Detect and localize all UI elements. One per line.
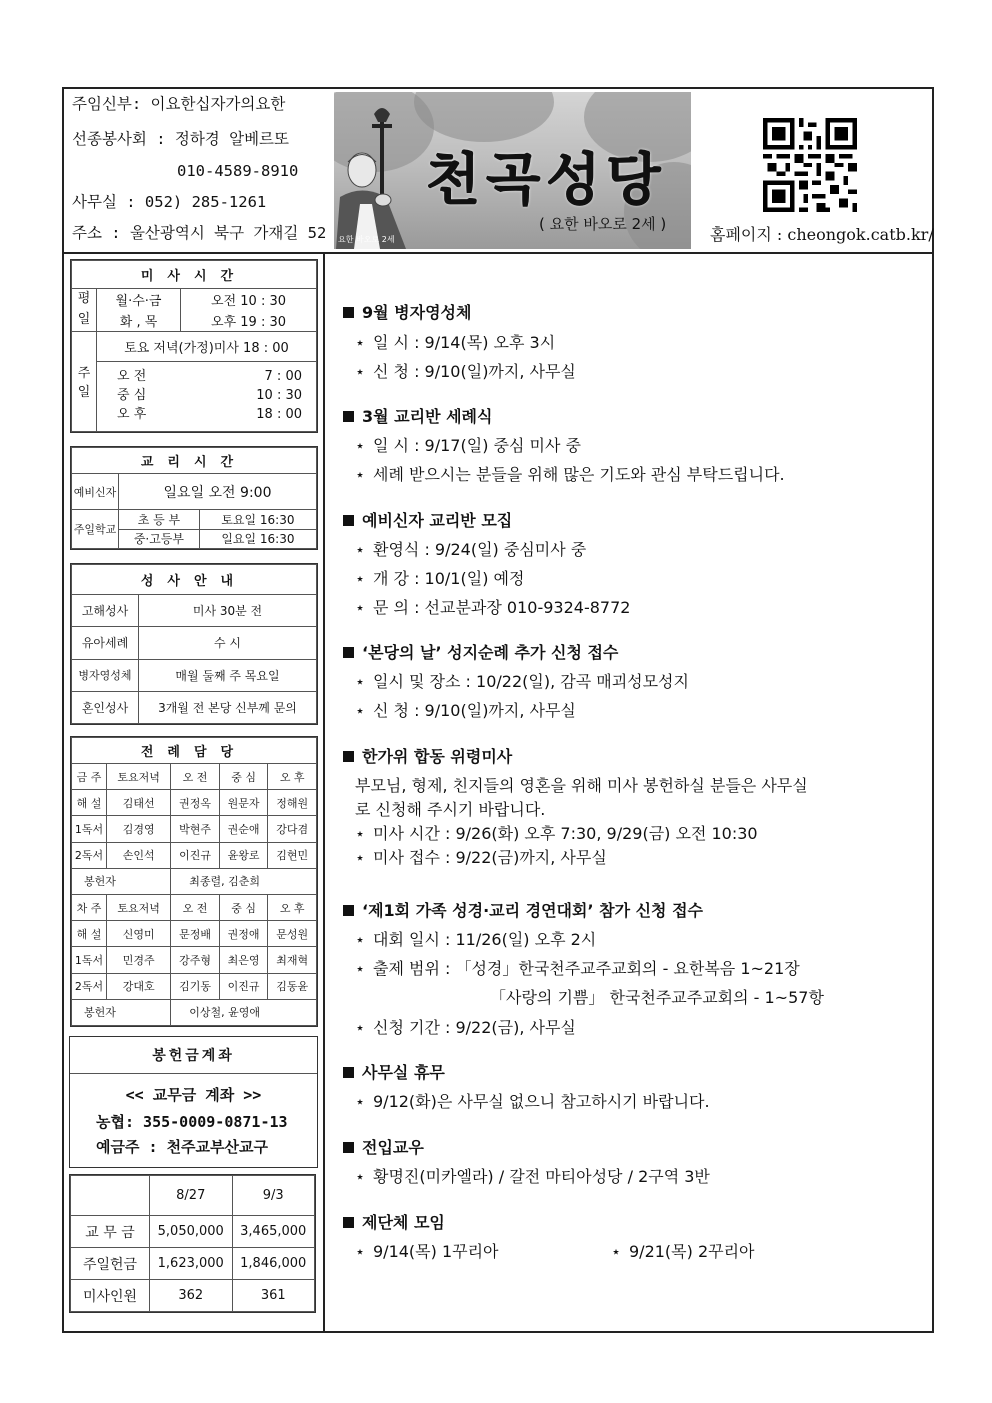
sacrament-name: 유아세례 bbox=[72, 627, 139, 659]
sunday-label: 주일 bbox=[72, 331, 97, 431]
liturgy-role: 해 설 bbox=[72, 790, 107, 816]
homepage-link[interactable]: 홈페이지 : cheongok.catb.kr/ bbox=[710, 225, 934, 244]
bank-account: 농협: 355-0009-0871-13 bbox=[96, 1113, 288, 1131]
catechumen-time: 일요일 오전 9:00 bbox=[119, 474, 317, 510]
star-bullet-icon: ⋆ bbox=[355, 1092, 366, 1111]
liturgy-person: 최재혁 bbox=[268, 947, 317, 973]
notice-item: ⋆ 일 시 : 9/14(목) 오후 3시 bbox=[355, 333, 556, 352]
bullet-square-icon bbox=[343, 1142, 354, 1153]
school-time: 토요일 16:30 bbox=[199, 510, 316, 530]
liturgy-person: 김동윤 bbox=[268, 973, 317, 999]
liturgy-person: 김태선 bbox=[107, 790, 171, 816]
weekday-row-time: 오전 10 : 30 bbox=[181, 289, 317, 310]
liturgy-role: 2독서 bbox=[72, 842, 107, 868]
sunday-mass-time: 10 : 30 bbox=[256, 387, 302, 403]
liturgy-person: 김경영 bbox=[107, 816, 171, 842]
star-bullet-icon: ⋆ bbox=[355, 333, 366, 352]
finance-corner bbox=[71, 1176, 150, 1216]
liturgy-person: 강대호 bbox=[107, 973, 171, 999]
header-divider bbox=[62, 252, 934, 254]
weekday-label: 평일 bbox=[72, 289, 97, 332]
star-bullet-icon: ⋆ bbox=[355, 1167, 366, 1186]
liturgy-header-cell: 오 후 bbox=[268, 764, 317, 790]
mass-times-title: 미사시간 bbox=[72, 261, 317, 289]
liturgy-person: 손인석 bbox=[107, 842, 171, 868]
liturgy-person: 민경주 bbox=[107, 947, 171, 973]
sacraments-box bbox=[70, 563, 318, 725]
sunday-mass-time: 18 : 00 bbox=[256, 406, 302, 422]
notice-title: 3월 교리반 세례식 bbox=[343, 404, 492, 427]
sacraments-title: 성사안내 bbox=[72, 565, 317, 595]
notice-title: 한가위 합동 위령미사 bbox=[343, 744, 512, 767]
qr-code-icon[interactable] bbox=[763, 118, 857, 212]
finance-label: 교 무 금 bbox=[71, 1216, 150, 1248]
finance-label: 주일헌금 bbox=[71, 1248, 150, 1280]
liturgy-header-cell: 금 주 bbox=[72, 764, 107, 790]
star-bullet-icon: ⋆ bbox=[355, 824, 366, 843]
star-bullet-icon: ⋆ bbox=[355, 959, 366, 978]
school-time: 일요일 16:30 bbox=[199, 529, 316, 549]
sunday-mass-name: 중 심 bbox=[117, 387, 147, 403]
sunday-mass-name: 오 전 bbox=[117, 369, 147, 385]
notice-body: 로 신청해 주시기 바랍니다. bbox=[355, 800, 546, 819]
star-bullet-icon: ⋆ bbox=[611, 1242, 622, 1261]
notice-item: ⋆ 대회 일시 : 11/26(일) 오후 2시 bbox=[355, 930, 597, 949]
council-phone: 010-4589-8910 bbox=[177, 162, 299, 180]
sunday-mass-time: 7 : 00 bbox=[264, 369, 302, 385]
sacrament-info: 미사 30분 전 bbox=[139, 595, 317, 627]
notice-title: 사무실 휴무 bbox=[343, 1060, 445, 1083]
liturgy-person: 윤왕로 bbox=[219, 842, 268, 868]
liturgy-role: 2독서 bbox=[72, 973, 107, 999]
notice-title: ‘제1회 가족 성경·교리 경연대회’ 참가 신청 접수 bbox=[343, 898, 703, 921]
liturgy-person: 문성원 bbox=[268, 921, 317, 947]
bullet-square-icon bbox=[343, 411, 354, 422]
finance-value: 3,465,000 bbox=[232, 1216, 315, 1248]
patron-text: ( 요한 바오로 2세 ) bbox=[539, 215, 667, 233]
star-bullet-icon: ⋆ bbox=[355, 569, 366, 588]
sacrament-info: 수 시 bbox=[139, 627, 317, 659]
liturgy-person: 강다겸 bbox=[268, 816, 317, 842]
notice-title: 제단체 모임 bbox=[343, 1210, 445, 1233]
finance-value: 1,623,000 bbox=[150, 1248, 233, 1280]
school-group: 중·고등부 bbox=[119, 529, 200, 549]
liturgy-role: 1독서 bbox=[72, 947, 107, 973]
sacrament-info: 매월 둘째 주 목요일 bbox=[139, 659, 317, 691]
star-bullet-icon: ⋆ bbox=[355, 465, 366, 484]
liturgy-role: 1독서 bbox=[72, 816, 107, 842]
bullet-square-icon bbox=[343, 751, 354, 762]
photo-caption: 요한 바오로 2세 bbox=[338, 235, 395, 244]
star-bullet-icon: ⋆ bbox=[355, 436, 366, 455]
liturgy-header-cell: 중 심 bbox=[219, 894, 268, 920]
notice-item: ⋆ 9/21(목) 2꾸리아 bbox=[611, 1242, 755, 1261]
star-bullet-icon: ⋆ bbox=[355, 540, 366, 559]
office-phone: 사무실 : 052) 285-1261 bbox=[72, 193, 267, 211]
notice-item: ⋆ 미사 접수 : 9/22(금)까지, 사무실 bbox=[355, 848, 607, 867]
weekday-row-time: 오후 19 : 30 bbox=[181, 310, 317, 331]
sacrament-name: 병자영성체 bbox=[72, 659, 139, 691]
address-text: 주소 : 울산광역시 북구 가재길 52 bbox=[72, 224, 327, 242]
liturgy-person: 이진규 bbox=[219, 973, 268, 999]
liturgy-role: 해 설 bbox=[72, 921, 107, 947]
notice-item: ⋆ 미사 시간 : 9/26(화) 오후 7:30, 9/29(금) 오전 10:30 bbox=[355, 824, 758, 843]
church-name: 천곡성당 bbox=[426, 147, 667, 213]
school-group: 초 등 부 bbox=[119, 510, 200, 530]
catechumen-label: 예비신자 bbox=[72, 474, 119, 510]
liturgy-header-cell: 오 전 bbox=[171, 894, 220, 920]
notice-item: ⋆ 일 시 : 9/17(일) 중심 미사 중 bbox=[355, 436, 581, 455]
star-bullet-icon: ⋆ bbox=[355, 362, 366, 381]
donation-box bbox=[69, 1036, 318, 1168]
liturgy-person: 정해원 bbox=[268, 790, 317, 816]
liturgy-header-cell: 중 심 bbox=[219, 764, 268, 790]
weekday-row-day: 화 , 목 bbox=[97, 310, 181, 331]
sunday-mass-name: 오 후 bbox=[117, 406, 147, 422]
finance-value: 5,050,000 bbox=[150, 1216, 233, 1248]
notice-item: ⋆ 개 강 : 10/1(일) 예정 bbox=[355, 569, 525, 588]
notice-item: ⋆ 9/12(화)은 사무실 없으니 참고하시기 바랍니다. bbox=[355, 1092, 710, 1111]
offering-names: 이상철, 윤영애 bbox=[171, 999, 317, 1025]
star-bullet-icon: ⋆ bbox=[355, 701, 366, 720]
star-bullet-icon: ⋆ bbox=[355, 848, 366, 867]
notice-item: ⋆ 신 청 : 9/10(일)까지, 사무실 bbox=[355, 701, 576, 720]
finance-value: 1,846,000 bbox=[232, 1248, 315, 1280]
liturgy-title: 전례담당 bbox=[72, 738, 317, 764]
weekday-row-day: 월·수·금 bbox=[97, 289, 181, 310]
offering-label: 봉헌자 bbox=[72, 868, 171, 894]
liturgy-person: 강주형 bbox=[171, 947, 220, 973]
liturgy-person: 원문자 bbox=[219, 790, 268, 816]
finance-label: 미사인원 bbox=[71, 1280, 150, 1312]
sunday-school-label: 주일학교 bbox=[72, 510, 119, 549]
account-title: << 교무금 계좌 >> bbox=[125, 1086, 262, 1104]
liturgy-person: 권순애 bbox=[219, 816, 268, 842]
pope-figure-image bbox=[334, 92, 434, 249]
star-bullet-icon: ⋆ bbox=[355, 672, 366, 691]
liturgy-header-cell: 토요저녁 bbox=[107, 764, 171, 790]
star-bullet-icon: ⋆ bbox=[355, 930, 366, 949]
liturgy-person: 권정옥 bbox=[171, 790, 220, 816]
liturgy-person: 신영미 bbox=[107, 921, 171, 947]
star-bullet-icon: ⋆ bbox=[355, 1018, 366, 1037]
liturgy-header-cell: 오 전 bbox=[171, 764, 220, 790]
account-holder: 예금주 : 천주교부산교구 bbox=[96, 1138, 268, 1156]
catechism-box bbox=[70, 446, 318, 550]
bullet-square-icon bbox=[343, 1217, 354, 1228]
finance-box bbox=[69, 1174, 316, 1313]
notice-item: ⋆ 황명진(미카엘라) / 갈전 마티아성당 / 2구역 3반 bbox=[355, 1167, 710, 1186]
notice-item: ⋆ 출제 범위 : 「성경」한국천주교주교회의 - 요한복음 1~21장 bbox=[355, 959, 800, 978]
liturgy-header-cell: 차 주 bbox=[72, 894, 107, 920]
council-text: 선종봉사회 : 정하경 알베르또 bbox=[72, 130, 290, 148]
notice-title: 전입교우 bbox=[343, 1135, 424, 1158]
liturgy-person: 김기동 bbox=[171, 973, 220, 999]
notice-title: 9월 병자영성체 bbox=[343, 300, 471, 323]
notice-item: ⋆ 신청 기간 : 9/22(금), 사무실 bbox=[355, 1018, 576, 1037]
finance-date: 9/3 bbox=[232, 1176, 315, 1216]
notice-title: ‘본당의 날’ 성지순례 추가 신청 접수 bbox=[343, 640, 618, 663]
notice-item: ⋆ 신 청 : 9/10(일)까지, 사무실 bbox=[355, 362, 576, 381]
finance-value: 361 bbox=[232, 1280, 315, 1312]
column-divider bbox=[323, 252, 325, 1333]
liturgy-person: 김현민 bbox=[268, 842, 317, 868]
offering-label: 봉헌자 bbox=[72, 999, 171, 1025]
notice-item: ⋆ 문 의 : 선교분과장 010-9324-8772 bbox=[355, 598, 631, 617]
liturgy-header-cell: 토요저녁 bbox=[107, 894, 171, 920]
bullet-square-icon bbox=[343, 647, 354, 658]
liturgy-person: 이진규 bbox=[171, 842, 220, 868]
offering-names: 최종렬, 김춘희 bbox=[171, 868, 317, 894]
notice-item: ⋆ 세례 받으시는 분들을 위해 많은 기도와 관심 부탁드립니다. bbox=[355, 465, 785, 484]
sacrament-name: 혼인성사 bbox=[72, 691, 139, 723]
catechism-title: 교리시간 bbox=[72, 448, 317, 474]
liturgy-box bbox=[70, 736, 318, 1027]
notice-item: ⋆ 환영식 : 9/24(일) 중심미사 중 bbox=[355, 540, 587, 559]
sacrament-name: 고해성사 bbox=[72, 595, 139, 627]
notice-item: ⋆ 9/14(목) 1꾸리아 bbox=[355, 1242, 499, 1261]
notice-title: 예비신자 교리반 모집 bbox=[343, 508, 512, 531]
liturgy-person: 권정애 bbox=[219, 921, 268, 947]
sunday-mass-list bbox=[97, 361, 317, 431]
saturday-mass: 토요 저녁(가정)미사 18 : 00 bbox=[97, 331, 317, 361]
church-banner bbox=[334, 92, 691, 249]
bullet-square-icon bbox=[343, 515, 354, 526]
notice-item: ⋆ 일시 및 장소 : 10/22(일), 감곡 매괴성모성지 bbox=[355, 672, 689, 691]
sacrament-info: 3개월 전 본당 신부께 문의 bbox=[139, 691, 317, 723]
bullet-square-icon bbox=[343, 905, 354, 916]
notice-body: 부모님, 형제, 친지들의 영혼을 위해 미사 봉헌하실 분들은 사무실 bbox=[355, 776, 808, 795]
liturgy-person: 문정배 bbox=[171, 921, 220, 947]
star-bullet-icon: ⋆ bbox=[355, 1242, 366, 1261]
star-bullet-icon: ⋆ bbox=[355, 598, 366, 617]
finance-date: 8/27 bbox=[150, 1176, 233, 1216]
liturgy-person: 최은영 bbox=[219, 947, 268, 973]
liturgy-person: 박현주 bbox=[171, 816, 220, 842]
notice-extra: 「사랑의 기쁨」 한국천주교주교회의 - 1~57항 bbox=[490, 988, 824, 1007]
bullet-square-icon bbox=[343, 1067, 354, 1078]
liturgy-header-cell: 오 후 bbox=[268, 894, 317, 920]
bullet-square-icon bbox=[343, 307, 354, 318]
donation-title: 봉헌금계좌 bbox=[70, 1037, 317, 1074]
finance-value: 362 bbox=[150, 1280, 233, 1312]
mass-times-box bbox=[70, 259, 318, 433]
pastor-text: 주임신부: 이요한십자가의요한 bbox=[72, 95, 286, 113]
